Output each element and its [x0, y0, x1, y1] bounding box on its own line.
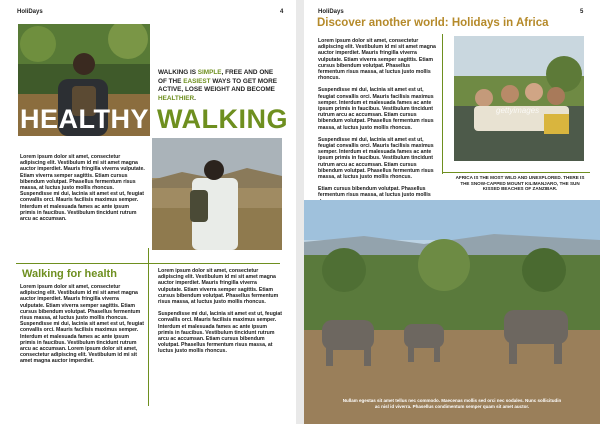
running-head: HoliDays: [17, 9, 43, 15]
article-paragraph-3: Suspendisse mi dui, lacinia sit amet est ut, feugiat convallis orci. Mauris facilisis maximus semper. Interdum et malesuada fames ac ante ipsum primis in faucibus. Vestibulum tincidunt rutrum arcu ac accumsan. Etiam cursus bibendum volutpat. Phasellus fermentum risus massa, at luctus justo mollis rhoncus.: [318, 136, 434, 181]
tagline-pre: WALKING IS: [158, 69, 198, 76]
photo-caption: AFRICA IS THE MOST WILD AND UNEXPLORED. THERE IS THE SNOW-CAPPED MOUNT KILIMANJARO, THE SUN KISSED BEACHES OF ZANZIBAR.: [455, 175, 585, 192]
desert-hiker-photo: [152, 138, 282, 250]
right-page: [304, 0, 600, 424]
column-two-text: [158, 268, 282, 404]
tagline: [158, 69, 278, 103]
column-rule: [442, 34, 443, 174]
column-rule: [148, 248, 149, 406]
elephants-photo: [304, 200, 600, 424]
title-healthy: HEALTHY: [20, 104, 149, 134]
tagline-mid2: WAYS TO GET MORE ACTIVE, LOSE WEIGHT AND BECOME: [158, 77, 277, 93]
column-two-paragraph-1: Lorem ipsum dolor sit amet, consectetur adipiscing elit. Vestibulum id mi sit amet magna auctor imperdiet. Mauris fringilla viverra vulputate. Etiam viverra semper sagittis. Etiam cursus bibendum volutpat. Phasellus fermentum risus massa, at luctus justo mollis rhoncus.: [158, 268, 279, 306]
running-head: HoliDays: [318, 9, 344, 15]
intro-text: [20, 154, 145, 246]
tagline-mid1: , FREE AND ONE OF THE: [158, 69, 274, 85]
column-two-paragraph-2: Suspendisse mi dui, lacinia sit amet est ut, feugiat convallis orci. Mauris facilisis maximus semper. Interdum et malesuada fames ac ante ipsum primis in faucibus. Vestibulum tincidunt rutrum arcu ac accumsan. Etiam cursus bibendum volutpat. Phasellus fermentum risus massa, at luctus justo mollis rhoncus.: [158, 311, 282, 355]
walking-health-paragraph: Lorem ipsum dolor sit amet, consectetur adipiscing elit. Vestibulum id mi sit amet magna auctor imperdiet. Mauris fringilla viverra vulputate. Etiam viverra semper sagittis. Etiam cursus bibendum volutpat. Phasellus fermentum risus massa, at luctus justo mollis rhoncus. Suspendisse mi dui, lacinia sit amet est ut, feugiat convallis orci. Mauris facilisis maximus semper. Interdum et malesuada fames ac ante ipsum primis in faucibus. Vestibulum tincidunt rutrum arcu ac accumsan. Lorem ipsum dolor sit amet, consectetur adipiscing elit. Vestibulum id mi sit amet magna auctor imperdiet.: [20, 284, 144, 365]
elephant-caption: Nullam egestas sit amet tellus nec commodo. Maecenas mollis sed orci nec sodales. Nunc sollicitudin ac nisl id viverra. Phasellus condimentum semper quam sit amet auctor.: [342, 398, 562, 409]
article-paragraph-2: Suspendisse mi dui, lacinia sit amet est ut, feugiat convallis orci. Mauris facilisis maximus semper. Interdum et malesuada fames ac ante ipsum primis in faucibus. Vestibulum tincidunt rutrum arcu ac accumsan. Etiam cursus bibendum volutpat. Phasellus fermentum risus massa, at luctus justo mollis rhoncus.: [318, 87, 434, 131]
subheading-walking-for-health: Walking for health: [22, 268, 117, 280]
desert-hiker-image: [152, 138, 282, 250]
tagline-keyword-healthier: HEALTHIER: [158, 94, 195, 102]
tagline-keyword-simple: SIMPLE: [197, 69, 222, 76]
article-paragraph-1: Lorem ipsum dolor sit amet, consectetur adipiscing elit. Vestibulum id mi sit amet magna auctor imperdiet. Mauris fringilla viverra vulputate. Etiam viverra semper sagittis. Etiam cursus bibendum volutpat. Phasellus fermentum risus massa, at luctus justo mollis rhoncus.: [318, 38, 436, 82]
safari-jeep-photo: [454, 36, 584, 161]
intro-paragraph: Lorem ipsum dolor sit amet, consectetur adipiscing elit. Vestibulum id mi sit amet magna auctor imperdiet. Mauris fringilla viverra vulputate. Etiam viverra semper sagittis. Etiam cursus bibendum volutpat. Phasellus fermentum risus massa, at luctus justo mollis rhoncus. Suspendisse mi dui, lacinia sit amet est ut, feugiat convallis orci. Mauris facilisis maximus semper. Interdum et malesuada fames ac ante ipsum primis in faucibus. Vestibulum tincidunt rutrum arcu ac accumsan.: [20, 154, 145, 223]
title-walking: WALKING: [157, 104, 288, 134]
tagline-end: .: [194, 94, 196, 102]
watermark: gettyimages: [496, 106, 540, 115]
tagline-keyword-easiest: EASIEST: [183, 77, 211, 85]
safari-jeep-image: [454, 36, 584, 161]
article-title: Discover another world: Holidays in Africa: [317, 17, 549, 29]
page-number: 4: [280, 9, 284, 15]
article-paragraph-4: Etiam cursus bibendum volutpat. Phasellus fermentum risus massa, at luctus justo mollis: [318, 186, 431, 199]
walking-health-text: [20, 284, 144, 402]
elephants-image: [304, 200, 600, 424]
page-number: 5: [580, 9, 584, 15]
caption-rule: [442, 172, 590, 173]
left-page: [0, 0, 296, 424]
spread-gutter: [296, 0, 304, 424]
